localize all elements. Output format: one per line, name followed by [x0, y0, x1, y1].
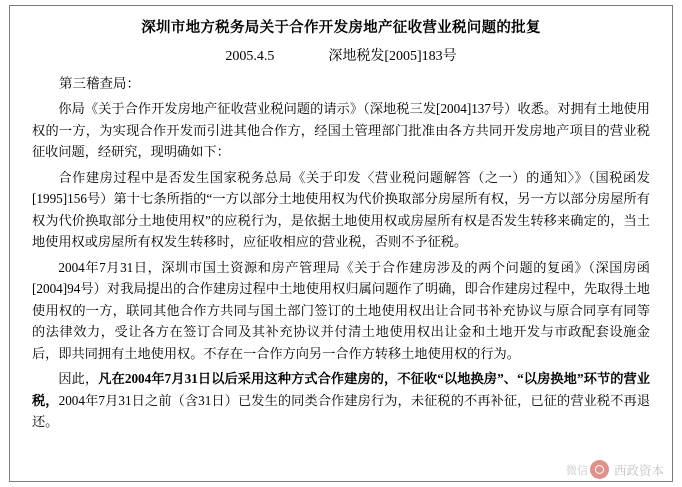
document-date: 2005.4.5: [225, 49, 275, 64]
paragraph-3: 2004年7月31日，深圳市国土资源和房产管理局《关于合作建房涉及的两个问题的复函》（深国房函[2004]94号）对我局提出的合作建房过程中土地使用权归属问题作了明确，即合作建房过程中，先取得土地使用权的一方，联同其他合作方共同与国土部门签订的土地使用权出让合同书补充协议与原合同享有同等的法律效力，受让各方在签订合同及其补充协议并付清土地使用权出让金和土地开发与市政配套设施金后，即共同拥有土地使用权。不存在一合作方向另一合作方转移土地使用权的行为。: [32, 259, 650, 361]
final-lead: 因此，: [58, 371, 99, 386]
document-meta: [32, 45, 650, 65]
paragraph-1: 你局《关于合作开发房地产征收营业税问题的请示》（深地税三发[2004]137号）收悉。对拥有土地使用权的一方，为实现合作开发而引进其他合作方，经国土管理部门批准由各方共同开发房地产项目的营业税征收问题，经研究，现明确如下：: [32, 101, 650, 159]
final-rest: 2004年7月31日之前（含31日）已发生的同类合作建房行为，未征税的不再补征，已征的营业税不再退还。: [32, 392, 651, 429]
final-bold-clause: 凡在2004年7月31日以后采用这种方式合作建房的，不征收“以地换房”、“以房换地”环节的营业税，: [32, 371, 651, 408]
watermark-label: 西政资本: [613, 463, 664, 478]
document-number: 深地税发[2005]183号: [328, 49, 457, 64]
page-title: 深圳市地方税务局关于合作开发房地产征收营业税问题的批复: [141, 20, 541, 36]
watermark: [566, 460, 664, 479]
salutation: 第三稽查局：: [59, 76, 140, 91]
circle-logo-icon: [590, 460, 609, 479]
paragraph-2: 合作建房过程中是否发生国家税务总局《关于印发〈营业税问题解答（之一）的通知〉》（国税函发[1995]156号）第十七条所指的“一方以部分土地使用权为代价换取部分房屋所有权，另一方以部分房屋所有权为代价换取部分土地使用权”的应税行为，是依据土地使用权或房屋所有权是否发生转移来确定的，当土地使用权或房屋所有权发生转移时，应征收相应的营业税，否则不予征税。: [32, 169, 650, 249]
document-content: [18, 10, 664, 477]
watermark-prefix: 微信: [565, 464, 588, 477]
paragraph-4: [32, 368, 650, 433]
